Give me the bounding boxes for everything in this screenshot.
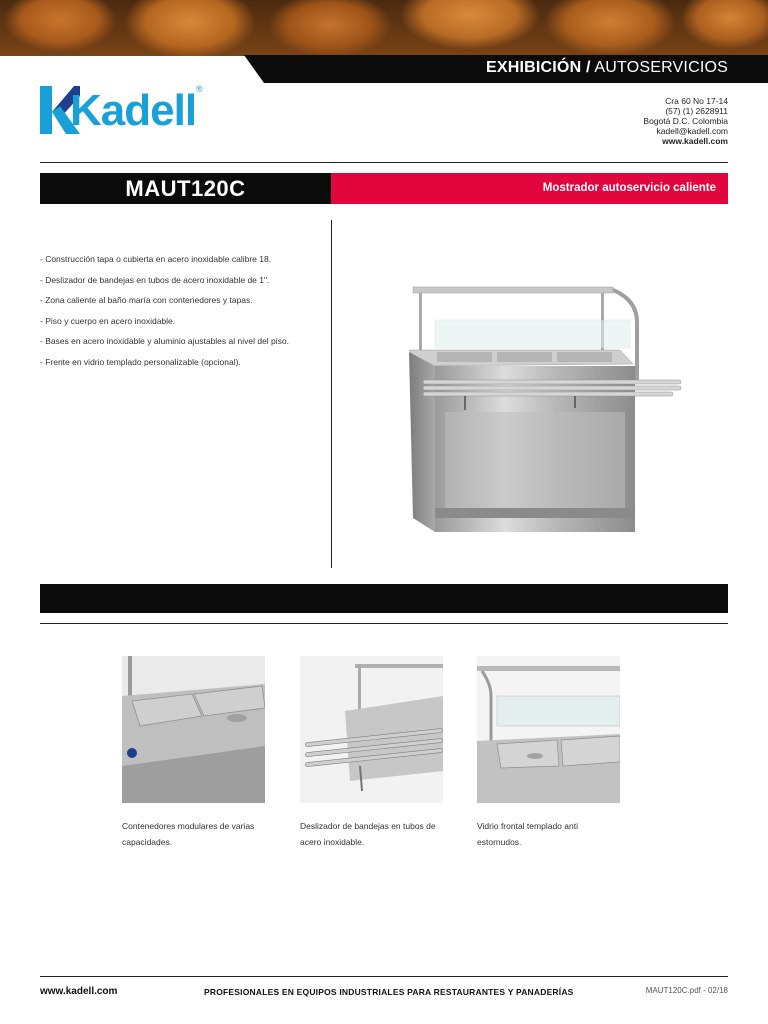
kadell-logo: [40, 82, 210, 140]
header-divider: [40, 162, 728, 163]
caption-containers: Contenedores modulares de varias capacidades.: [122, 821, 255, 847]
contact-city: Bogotá D.C. Colombia: [643, 116, 728, 126]
logo-wordmark: Kadell: [70, 86, 197, 135]
feature-item: - Construcción tapa o cubierta en acero inoxidable calibre 18.: [40, 254, 272, 264]
contact-block: [528, 96, 728, 146]
footer-divider: [40, 976, 728, 977]
detail-photo-tray-slider: [300, 656, 443, 803]
detail-photo-containers: [122, 656, 265, 803]
product-counter-illustration: [405, 282, 685, 542]
details-section-bar: [40, 584, 728, 613]
bread-banner-image: [0, 0, 768, 56]
footer-document-reference: MAUT120C.pdf - 02/18: [645, 986, 728, 995]
details-divider: [40, 623, 728, 624]
contact-email[interactable]: kadell@kadell.com: [656, 126, 728, 136]
contact-address: Cra 60 No 17-14: [665, 96, 728, 106]
tray-slider-photo-icon: [300, 656, 443, 803]
contact-web[interactable]: www.kadell.com: [662, 136, 728, 146]
feature-item: - Bases en acero inoxidable y aluminio ajustables al nivel del piso.: [40, 336, 290, 346]
caption-sneeze-guard: Vidrio frontal templado anti estornudos.: [477, 821, 578, 847]
product-image: [405, 282, 685, 542]
feature-item: - Deslizador de bandejas en tubos de acero inoxidable de 1".: [40, 274, 270, 285]
model-description: Mostrador autoservicio caliente: [542, 182, 716, 194]
logo-registered-mark: ®: [196, 84, 203, 94]
category-bold: EXHIBICIÓN /: [485, 59, 591, 76]
category-light: AUTOSERVICIOS: [594, 59, 728, 76]
feature-list: [40, 249, 325, 372]
contact-phone: (57) (1) 2628911: [665, 106, 728, 116]
feature-item: - Frente en vidrio templado personalizable (opcional).: [40, 356, 241, 367]
footer-website-link[interactable]: www.kadell.com: [40, 986, 118, 997]
category-heading: [486, 59, 728, 79]
sneeze-guard-photo-icon: [477, 656, 620, 803]
caption-tray-slider: Deslizador de bandejas en tubos de acero inoxidable.: [300, 821, 436, 847]
containers-photo-icon: [122, 656, 265, 803]
detail-photo-sneeze-guard: [477, 656, 620, 803]
feature-item: - Zona caliente al baño maría con contenedores y tapas.: [40, 295, 253, 305]
column-divider: [331, 220, 332, 568]
footer-tagline: PROFESIONALES EN EQUIPOS INDUSTRIALES PARA RESTAURANTES Y PANADERÍAS: [204, 987, 574, 997]
feature-item: - Piso y cuerpo en acero inoxidable.: [40, 315, 176, 326]
model-code: MAUT120C: [125, 176, 246, 201]
